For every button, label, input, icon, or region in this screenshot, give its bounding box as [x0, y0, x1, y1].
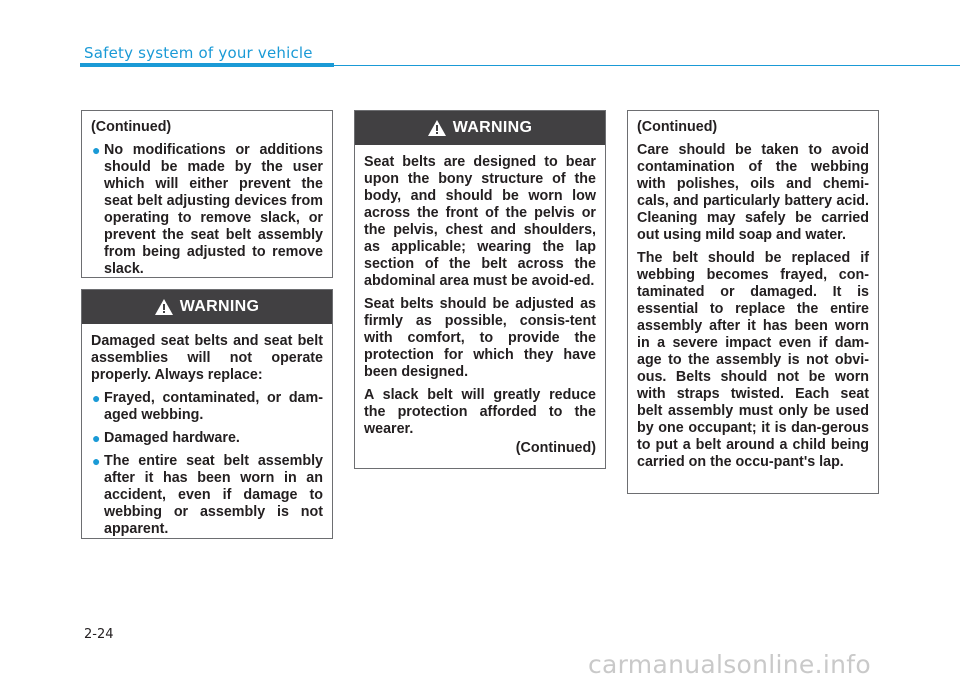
- warning-paragraph: Seat belts should be adjusted as firmly as possible, consis-tent with comfort, to provide the protection for which they have been designed.: [364, 296, 596, 380]
- bullet-icon: ●: [92, 430, 101, 446]
- warning-intro: Damaged seat belts and seat belt assemblies will not operate properly. Always replace:: [91, 333, 323, 383]
- bullet-icon: ●: [92, 390, 101, 406]
- warning-paragraph: A slack belt will greatly reduce the protection afforded to the wearer.: [364, 387, 596, 437]
- warning-triangle-icon: [428, 120, 446, 136]
- bullet-list: [91, 142, 323, 278]
- header-rule-thin: [334, 65, 960, 66]
- warning-title: WARNING: [179, 298, 260, 315]
- warning-paragraph: Seat belts are designed to bear upon the bony structure of the body, and should be worn low across the front of the pelvis or the pelvis, chest and shoulders, as applicable; wearing the lap section of the belt across the abdominal area must be avoid-ed.: [364, 154, 596, 289]
- right-continued-box: [627, 110, 879, 494]
- warning-triangle-icon: [155, 299, 173, 315]
- text-paragraph: The belt should be replaced if webbing becomes frayed, con-taminated or damaged. It is essential to replace the entire assembly after it has been worn in a severe impact even if dam-age to the assembly is not obvi-ous. Belts should not be worn with straps twisted. Each seat belt assembly must only be used by one occupant; it is dan-gerous to put a belt around a child being carried on the occu-pant's lap.: [637, 250, 869, 470]
- text-paragraph: Care should be taken to avoid contamination of the webbing with polishes, oils and chemi-cals, and particularly battery acid. Cleaning may safely be carried out using mild soap and water.: [637, 142, 869, 243]
- list-item: ● No modifications or additions should be made by the user which will either prevent the seat belt adjusting devices from operating to remove slack, or prevent the seat belt assembly from being adjusted to remove slack.: [92, 142, 323, 277]
- middle-warning-box: [354, 110, 606, 469]
- page-number: 2-24: [84, 627, 114, 642]
- bullet-icon: ●: [92, 453, 101, 469]
- warning-header: [82, 290, 332, 324]
- header-rule-thick: [80, 63, 334, 67]
- left-continued-box: [81, 110, 333, 278]
- warning-header: [355, 111, 605, 145]
- warning-title: WARNING: [452, 119, 533, 136]
- section-title: Safety system of your vehicle: [84, 44, 313, 62]
- bullet-icon: ●: [92, 142, 101, 158]
- bullet-list: [91, 390, 323, 538]
- continued-label: (Continued): [515, 440, 596, 456]
- watermark: carmanualsonline.info: [588, 650, 871, 679]
- list-item: ● The entire seat belt assembly after it has been worn in an accident, even if damage to webbing or assembly is not apparent.: [92, 453, 323, 537]
- list-item: ● Damaged hardware.: [92, 430, 240, 446]
- left-warning-box: [81, 289, 333, 539]
- list-item: ● Frayed, contaminated, or dam-aged webbing.: [92, 390, 323, 423]
- continued-label: (Continued): [637, 119, 718, 135]
- continued-label: (Continued): [91, 119, 172, 135]
